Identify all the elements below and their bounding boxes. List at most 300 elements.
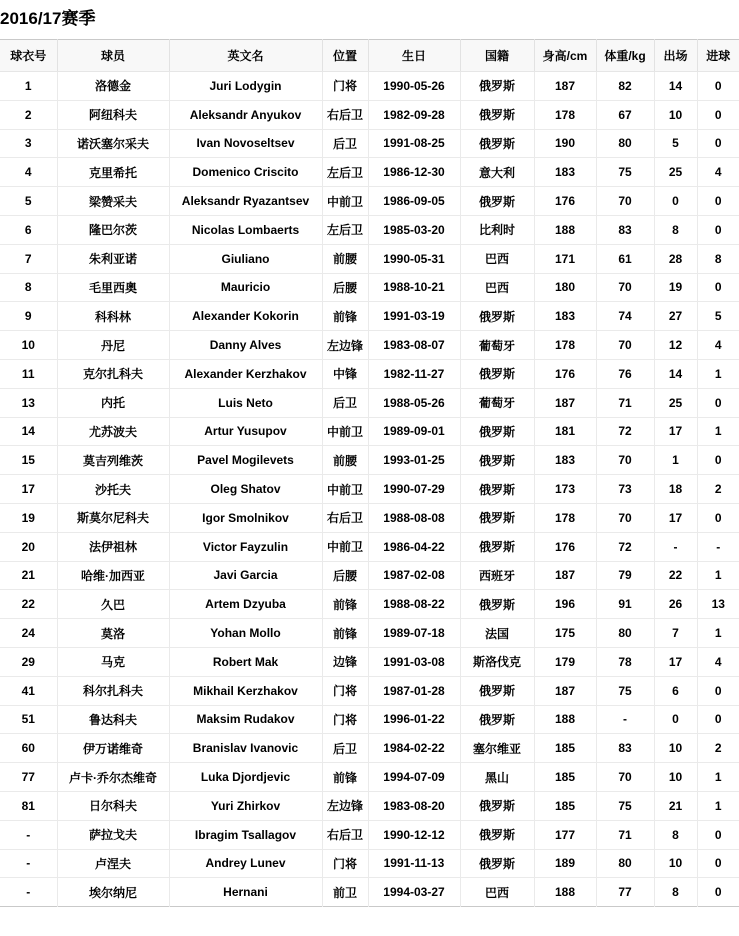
cell-jersey-number: 51 (0, 705, 57, 734)
cell-weight: 91 (596, 590, 654, 619)
cell-player-name-en: Ibragim Tsallagov (169, 820, 322, 849)
cell-nationality: 斯洛伐克 (460, 647, 534, 676)
cell-appearances: 10 (654, 100, 697, 129)
cell-height: 177 (534, 820, 596, 849)
cell-player-name-cn: 萨拉戈夫 (57, 820, 169, 849)
cell-height: 187 (534, 388, 596, 417)
cell-appearances: 8 (654, 215, 697, 244)
cell-appearances: 22 (654, 561, 697, 590)
cell-appearances: 1 (654, 446, 697, 475)
cell-position: 左后卫 (322, 158, 368, 187)
cell-appearances: 8 (654, 820, 697, 849)
cell-appearances: - (654, 532, 697, 561)
cell-player-name-en: Artem Dzyuba (169, 590, 322, 619)
cell-height: 175 (534, 619, 596, 648)
cell-player-name-cn: 内托 (57, 388, 169, 417)
cell-jersey-number: 20 (0, 532, 57, 561)
cell-birthday: 1990-05-26 (368, 72, 460, 101)
cell-player-name-en: Mikhail Kerzhakov (169, 676, 322, 705)
cell-appearances: 28 (654, 244, 697, 273)
cell-birthday: 1991-03-19 (368, 302, 460, 331)
cell-appearances: 26 (654, 590, 697, 619)
cell-player-name-cn: 法伊祖林 (57, 532, 169, 561)
table-header-row (0, 40, 739, 72)
cell-player-name-en: Domenico Criscito (169, 158, 322, 187)
cell-height: 178 (534, 503, 596, 532)
cell-jersey-number: 77 (0, 763, 57, 792)
cell-player-name-cn: 莫洛 (57, 619, 169, 648)
cell-height: 188 (534, 215, 596, 244)
cell-position: 右后卫 (322, 820, 368, 849)
cell-player-name-cn: 阿纽科夫 (57, 100, 169, 129)
cell-goals: 1 (697, 417, 739, 446)
cell-weight: 71 (596, 820, 654, 849)
cell-player-name-cn: 鲁达科夫 (57, 705, 169, 734)
cell-appearances: 21 (654, 791, 697, 820)
cell-goals: 0 (697, 273, 739, 302)
cell-player-name-en: Hernani (169, 878, 322, 907)
cell-appearances: 8 (654, 878, 697, 907)
cell-position: 中锋 (322, 359, 368, 388)
cell-weight: 80 (596, 129, 654, 158)
cell-goals: 0 (697, 187, 739, 216)
cell-player-name-en: Mauricio (169, 273, 322, 302)
cell-player-name-cn: 科科林 (57, 302, 169, 331)
cell-position: 门将 (322, 705, 368, 734)
cell-nationality: 俄罗斯 (460, 417, 534, 446)
cell-nationality: 意大利 (460, 158, 534, 187)
cell-goals: - (697, 532, 739, 561)
cell-jersey-number: 8 (0, 273, 57, 302)
table-row (0, 244, 739, 273)
cell-birthday: 1994-07-09 (368, 763, 460, 792)
cell-birthday: 1991-08-25 (368, 129, 460, 158)
cell-position: 中前卫 (322, 532, 368, 561)
cell-player-name-cn: 日尔科夫 (57, 791, 169, 820)
cell-player-name-en: Giuliano (169, 244, 322, 273)
cell-goals: 4 (697, 331, 739, 360)
cell-jersey-number: 21 (0, 561, 57, 590)
cell-player-name-en: Aleksandr Ryazantsev (169, 187, 322, 216)
cell-nationality: 塞尔维亚 (460, 734, 534, 763)
cell-player-name-cn: 埃尔纳尼 (57, 878, 169, 907)
cell-birthday: 1988-08-22 (368, 590, 460, 619)
table-row (0, 388, 739, 417)
cell-nationality: 俄罗斯 (460, 187, 534, 216)
cell-player-name-en: Ivan Novoseltsev (169, 129, 322, 158)
cell-appearances: 17 (654, 417, 697, 446)
column-header-position: 位置 (322, 40, 368, 72)
cell-goals: 1 (697, 561, 739, 590)
cell-nationality: 法国 (460, 619, 534, 648)
cell-goals: 0 (697, 849, 739, 878)
cell-position: 右后卫 (322, 100, 368, 129)
cell-player-name-cn: 尤苏波夫 (57, 417, 169, 446)
cell-height: 181 (534, 417, 596, 446)
cell-height: 190 (534, 129, 596, 158)
cell-birthday: 1984-02-22 (368, 734, 460, 763)
cell-birthday: 1982-11-27 (368, 359, 460, 388)
cell-player-name-cn: 梁赞采夫 (57, 187, 169, 216)
cell-jersey-number: 1 (0, 72, 57, 101)
cell-nationality: 俄罗斯 (460, 532, 534, 561)
cell-birthday: 1994-03-27 (368, 878, 460, 907)
cell-appearances: 0 (654, 705, 697, 734)
cell-jersey-number: 41 (0, 676, 57, 705)
table-row (0, 849, 739, 878)
cell-height: 180 (534, 273, 596, 302)
table-row (0, 475, 739, 504)
cell-player-name-en: Igor Smolnikov (169, 503, 322, 532)
cell-height: 178 (534, 331, 596, 360)
cell-position: 中前卫 (322, 417, 368, 446)
cell-player-name-cn: 哈维·加西亚 (57, 561, 169, 590)
cell-goals: 2 (697, 475, 739, 504)
cell-goals: 0 (714, 885, 722, 900)
cell-player-name-en: Oleg Shatov (169, 475, 322, 504)
cell-birthday: 1988-08-08 (368, 503, 460, 532)
cell-goals: 0 (697, 446, 739, 475)
table-row (0, 417, 739, 446)
cell-birthday: 1987-02-08 (368, 561, 460, 590)
cell-weight: 79 (596, 561, 654, 590)
cell-position: 左边锋 (322, 331, 368, 360)
table-row (0, 72, 739, 101)
cell-height: 179 (534, 647, 596, 676)
cell-jersey-number: 9 (0, 302, 57, 331)
table-row (0, 302, 739, 331)
cell-weight: 70 (596, 763, 654, 792)
cell-goals: 0 (697, 705, 739, 734)
cell-player-name-en: Javi Garcia (169, 561, 322, 590)
table-row (0, 561, 739, 590)
cell-position: 门将 (322, 72, 368, 101)
cell-jersey-number: 13 (0, 388, 57, 417)
cell-jersey-number: 24 (0, 619, 57, 648)
cell-jersey-number: 81 (0, 791, 57, 820)
cell-player-name-en: Andrey Lunev (169, 849, 322, 878)
cell-nationality: 西班牙 (460, 561, 534, 590)
cell-player-name-en: Juri Lodygin (169, 72, 322, 101)
cell-nationality: 俄罗斯 (460, 590, 534, 619)
table-row (0, 590, 739, 619)
table-row (0, 503, 739, 532)
cell-player-name-cn: 毛里西奥 (57, 273, 169, 302)
cell-position: 后腰 (322, 561, 368, 590)
cell-position: 边锋 (322, 647, 368, 676)
cell-player-name-cn: 丹尼 (57, 331, 169, 360)
column-header-player-name-en: 英文名 (169, 40, 322, 72)
cell-player-name-cn: 隆巴尔茨 (57, 215, 169, 244)
column-header-player-name-cn: 球员 (57, 40, 169, 72)
cell-height: 188 (534, 878, 596, 907)
page-title: 2016/17赛季 (0, 9, 96, 28)
cell-goals: 0 (697, 215, 739, 244)
cell-player-name-cn: 伊万诺维奇 (57, 734, 169, 763)
cell-birthday: 1987-01-28 (368, 676, 460, 705)
cell-weight: 77 (596, 878, 654, 907)
cell-appearances: 27 (654, 302, 697, 331)
cell-position: 前卫 (322, 878, 368, 907)
cell-goals: 4 (697, 647, 739, 676)
cell-appearances: 0 (654, 187, 697, 216)
cell-position: 前锋 (322, 302, 368, 331)
column-header-height: 身高/cm (534, 40, 596, 72)
cell-nationality: 俄罗斯 (460, 100, 534, 129)
cell-goals: 13 (697, 590, 739, 619)
cell-jersey-number: 17 (0, 475, 57, 504)
cell-position: 中前卫 (322, 475, 368, 504)
cell-birthday: 1983-08-20 (368, 791, 460, 820)
cell-player-name-en: Yohan Mollo (169, 619, 322, 648)
cell-goals: 0 (697, 676, 739, 705)
cell-appearances: 17 (654, 503, 697, 532)
cell-player-name-cn: 莫吉列维茨 (57, 446, 169, 475)
cell-height: 187 (534, 561, 596, 590)
cell-goals: 1 (697, 763, 739, 792)
cell-weight: 83 (596, 734, 654, 763)
cell-nationality: 俄罗斯 (460, 72, 534, 101)
cell-weight: 72 (596, 417, 654, 446)
cell-nationality: 俄罗斯 (460, 359, 534, 388)
table-row (0, 359, 739, 388)
cell-height: 183 (534, 158, 596, 187)
cell-goals: 1 (697, 359, 739, 388)
cell-nationality: 俄罗斯 (460, 676, 534, 705)
cell-birthday: 1985-03-20 (368, 215, 460, 244)
cell-appearances: 6 (654, 676, 697, 705)
cell-birthday: 1986-04-22 (368, 532, 460, 561)
cell-appearances: 12 (654, 331, 697, 360)
table-row (0, 820, 739, 849)
cell-appearances: 14 (654, 72, 697, 101)
cell-jersey-number: 5 (0, 187, 57, 216)
cell-birthday: 1989-07-18 (368, 619, 460, 648)
cell-weight: 70 (596, 446, 654, 475)
table-row (0, 446, 739, 475)
cell-player-name-en: Luka Djordjevic (169, 763, 322, 792)
cell-nationality: 俄罗斯 (460, 849, 534, 878)
cell-goals: 0 (697, 100, 739, 129)
cell-height: 176 (534, 532, 596, 561)
cell-goals: 0 (697, 820, 739, 849)
cell-position: 右后卫 (322, 503, 368, 532)
cell-position: 后腰 (322, 273, 368, 302)
cell-goals: 0 (697, 129, 739, 158)
table-row (0, 129, 739, 158)
cell-weight: 73 (596, 475, 654, 504)
cell-weight: 80 (596, 849, 654, 878)
cell-weight: - (596, 705, 654, 734)
cell-goals: 8 (697, 244, 739, 273)
cell-height: 196 (534, 590, 596, 619)
cell-jersey-number: - (0, 849, 57, 878)
table-row (0, 878, 739, 907)
cell-height: 187 (534, 72, 596, 101)
cell-nationality: 比利时 (460, 215, 534, 244)
cell-goals: 1 (697, 791, 739, 820)
cell-goals: 4 (697, 158, 739, 187)
cell-weight: 82 (596, 72, 654, 101)
cell-height: 176 (534, 359, 596, 388)
cell-appearances: 5 (654, 129, 697, 158)
cell-height: 189 (534, 849, 596, 878)
cell-weight: 76 (596, 359, 654, 388)
cell-position: 中前卫 (322, 187, 368, 216)
cell-jersey-number: 2 (0, 100, 57, 129)
cell-position: 前锋 (322, 763, 368, 792)
cell-jersey-number: 4 (0, 158, 57, 187)
cell-player-name-cn: 科尔扎科夫 (57, 676, 169, 705)
cell-nationality: 俄罗斯 (460, 791, 534, 820)
cell-height: 173 (534, 475, 596, 504)
cell-player-name-en: Nicolas Lombaerts (169, 215, 322, 244)
cell-jersey-number: 6 (0, 215, 57, 244)
cell-position: 前锋 (322, 619, 368, 648)
cell-nationality: 俄罗斯 (460, 705, 534, 734)
cell-position: 后卫 (322, 734, 368, 763)
cell-player-name-en: Robert Mak (169, 647, 322, 676)
cell-jersey-number: 14 (0, 417, 57, 446)
cell-nationality: 俄罗斯 (460, 503, 534, 532)
cell-appearances: 19 (654, 273, 697, 302)
cell-player-name-en: Branislav Ivanovic (169, 734, 322, 763)
cell-player-name-cn: 久巴 (57, 590, 169, 619)
cell-height: 178 (534, 100, 596, 129)
cell-birthday: 1991-03-08 (368, 647, 460, 676)
cell-jersey-number: 11 (0, 359, 57, 388)
cell-position: 后卫 (322, 129, 368, 158)
table-row (0, 158, 739, 187)
cell-birthday: 1990-07-29 (368, 475, 460, 504)
cell-player-name-cn: 洛德金 (57, 72, 169, 101)
cell-nationality: 巴西 (460, 273, 534, 302)
cell-jersey-number: 3 (0, 129, 57, 158)
cell-position: 前锋 (322, 590, 368, 619)
cell-appearances: 10 (654, 734, 697, 763)
cell-player-name-cn: 卢卡·乔尔杰维奇 (57, 763, 169, 792)
cell-appearances: 10 (654, 763, 697, 792)
cell-nationality: 俄罗斯 (460, 446, 534, 475)
cell-appearances: 7 (654, 619, 697, 648)
column-header-weight: 体重/kg (596, 40, 654, 72)
cell-appearances: 25 (654, 158, 697, 187)
cell-player-name-cn: 沙托夫 (57, 475, 169, 504)
cell-position: 门将 (322, 676, 368, 705)
cell-height: 183 (534, 446, 596, 475)
cell-position: 后卫 (322, 388, 368, 417)
cell-weight: 80 (596, 619, 654, 648)
cell-appearances: 25 (654, 388, 697, 417)
cell-goals: 2 (697, 734, 739, 763)
cell-weight: 72 (596, 532, 654, 561)
table-row (0, 187, 739, 216)
cell-jersey-number: 7 (0, 244, 57, 273)
cell-player-name-en: Luis Neto (169, 388, 322, 417)
cell-player-name-en: Victor Fayzulin (169, 532, 322, 561)
cell-position: 门将 (322, 849, 368, 878)
column-header-jersey-number: 球衣号 (0, 40, 57, 72)
cell-height: 188 (534, 705, 596, 734)
table-row (0, 215, 739, 244)
table-row (0, 791, 739, 820)
cell-player-name-cn: 克尔扎科夫 (57, 359, 169, 388)
table-row (0, 676, 739, 705)
table-row (0, 100, 739, 129)
table-row (0, 763, 739, 792)
cell-weight: 61 (596, 244, 654, 273)
cell-goals: 1 (697, 619, 739, 648)
table-body (0, 72, 739, 907)
cell-position: 前腰 (322, 446, 368, 475)
table-row (0, 705, 739, 734)
cell-goals: 0 (697, 388, 739, 417)
cell-weight: 70 (596, 503, 654, 532)
cell-weight: 70 (596, 187, 654, 216)
cell-goals: 5 (697, 302, 739, 331)
cell-birthday: 1988-05-26 (368, 388, 460, 417)
cell-birthday: 1993-01-25 (368, 446, 460, 475)
table-row (0, 647, 739, 676)
cell-position: 左后卫 (322, 215, 368, 244)
cell-birthday: 1990-05-31 (368, 244, 460, 273)
cell-player-name-cn: 斯莫尔尼科夫 (57, 503, 169, 532)
cell-appearances: 18 (654, 475, 697, 504)
cell-player-name-en: Artur Yusupov (169, 417, 322, 446)
cell-nationality: 葡萄牙 (460, 388, 534, 417)
cell-birthday: 1982-09-28 (368, 100, 460, 129)
cell-player-name-cn: 诺沃塞尔采夫 (57, 129, 169, 158)
column-header-birthday: 生日 (368, 40, 460, 72)
cell-jersey-number: - (0, 878, 57, 907)
cell-nationality: 俄罗斯 (460, 129, 534, 158)
cell-height: 171 (534, 244, 596, 273)
cell-jersey-number: 22 (0, 590, 57, 619)
cell-player-name-en: Yuri Zhirkov (169, 791, 322, 820)
cell-weight: 75 (596, 158, 654, 187)
cell-nationality: 俄罗斯 (460, 302, 534, 331)
cell-jersey-number: 10 (0, 331, 57, 360)
table-row (0, 734, 739, 763)
cell-birthday: 1986-09-05 (368, 187, 460, 216)
table-row (0, 532, 739, 561)
cell-appearances: 14 (654, 359, 697, 388)
cell-player-name-en: Danny Alves (169, 331, 322, 360)
cell-jersey-number: 60 (0, 734, 57, 763)
column-header-goals: 进球 (697, 40, 739, 72)
cell-player-name-en: Aleksandr Anyukov (169, 100, 322, 129)
cell-jersey-number: - (0, 820, 57, 849)
table-row (0, 273, 739, 302)
cell-goals: 0 (697, 503, 739, 532)
cell-player-name-en: Maksim Rudakov (169, 705, 322, 734)
cell-nationality: 俄罗斯 (460, 820, 534, 849)
cell-position: 左边锋 (322, 791, 368, 820)
cell-weight: 78 (596, 647, 654, 676)
cell-height: 185 (534, 734, 596, 763)
table-row (0, 331, 739, 360)
cell-weight: 83 (596, 215, 654, 244)
cell-height: 183 (534, 302, 596, 331)
cell-player-name-en: Alexander Kerzhakov (169, 359, 322, 388)
cell-weight: 75 (596, 791, 654, 820)
cell-player-name-cn: 卢涅夫 (57, 849, 169, 878)
cell-birthday: 1989-09-01 (368, 417, 460, 446)
cell-jersey-number: 19 (0, 503, 57, 532)
cell-birthday: 1996-01-22 (368, 705, 460, 734)
cell-nationality: 俄罗斯 (460, 475, 534, 504)
cell-nationality: 巴西 (460, 878, 534, 907)
